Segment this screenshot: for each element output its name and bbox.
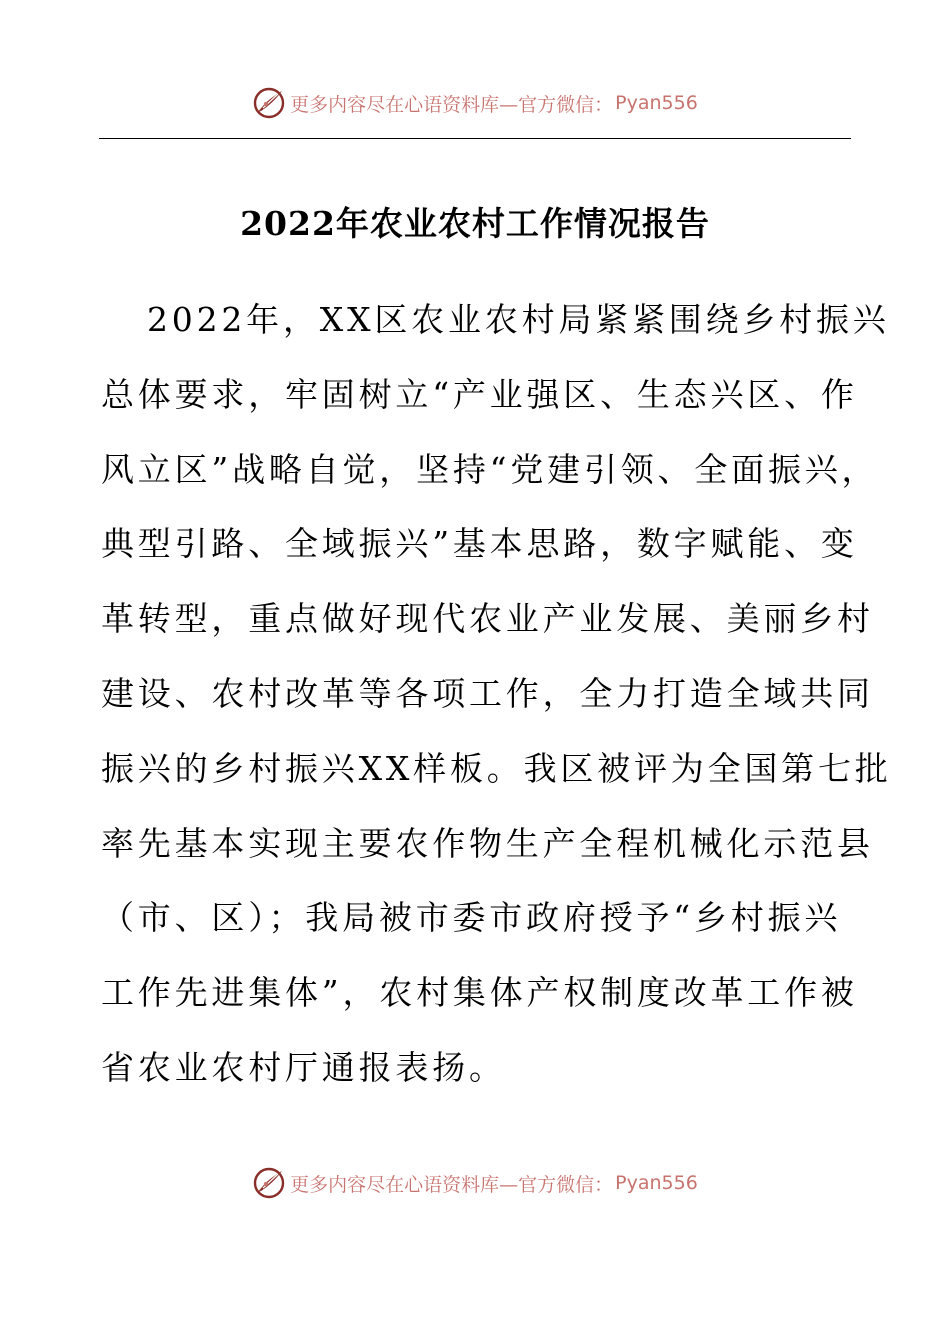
footer-banner xyxy=(0,1161,950,1205)
paragraph-line: 风立区”战略自觉，坚持“党建引领、全面振兴， xyxy=(101,449,879,489)
paragraph-line: 振兴的乡村振兴XX样板。我区被评为全国第七批 xyxy=(101,748,892,788)
paragraph-line: 省农业农村厅通报表扬。 xyxy=(101,1047,506,1087)
banner-wechat-id: Pyan556 xyxy=(615,92,698,114)
paragraph-line: 总体要求，牢固树立“产业强区、生态兴区、作 xyxy=(101,374,858,414)
document-body xyxy=(101,290,892,1113)
banner-text: 更多内容尽在心语资料库—官方微信： xyxy=(290,1173,614,1196)
header-divider xyxy=(99,138,851,139)
paragraph-line: 典型引路、全域振兴”基本思路，数字赋能、变 xyxy=(101,524,858,564)
paragraph-line: （市、区）；我局被市委市政府授予“乡村振兴 xyxy=(101,898,842,938)
paragraph-line: 革转型，重点做好现代农业产业发展、美丽乡村 xyxy=(101,599,874,639)
banner-wechat-id: Pyan556 xyxy=(615,1172,698,1194)
paragraph-line: 工作先进集体”，农村集体产权制度改革工作被 xyxy=(101,973,858,1013)
paragraph-line: 2022年，XX区农业农村局紧紧围绕乡村振兴 xyxy=(147,300,890,339)
quill-pen-logo-icon xyxy=(252,86,286,120)
banner-text: 更多内容尽在心语资料库—官方微信： xyxy=(290,93,614,116)
paragraph-line: 建设、农村改革等各项工作，全力打造全域共同 xyxy=(101,673,874,713)
document-title: 2022年农业农村工作情况报告 xyxy=(240,204,710,243)
header-banner xyxy=(0,81,950,125)
quill-pen-logo-icon xyxy=(252,1166,286,1200)
paragraph-line: 率先基本实现主要农作物生产全程机械化示范县 xyxy=(101,823,874,863)
